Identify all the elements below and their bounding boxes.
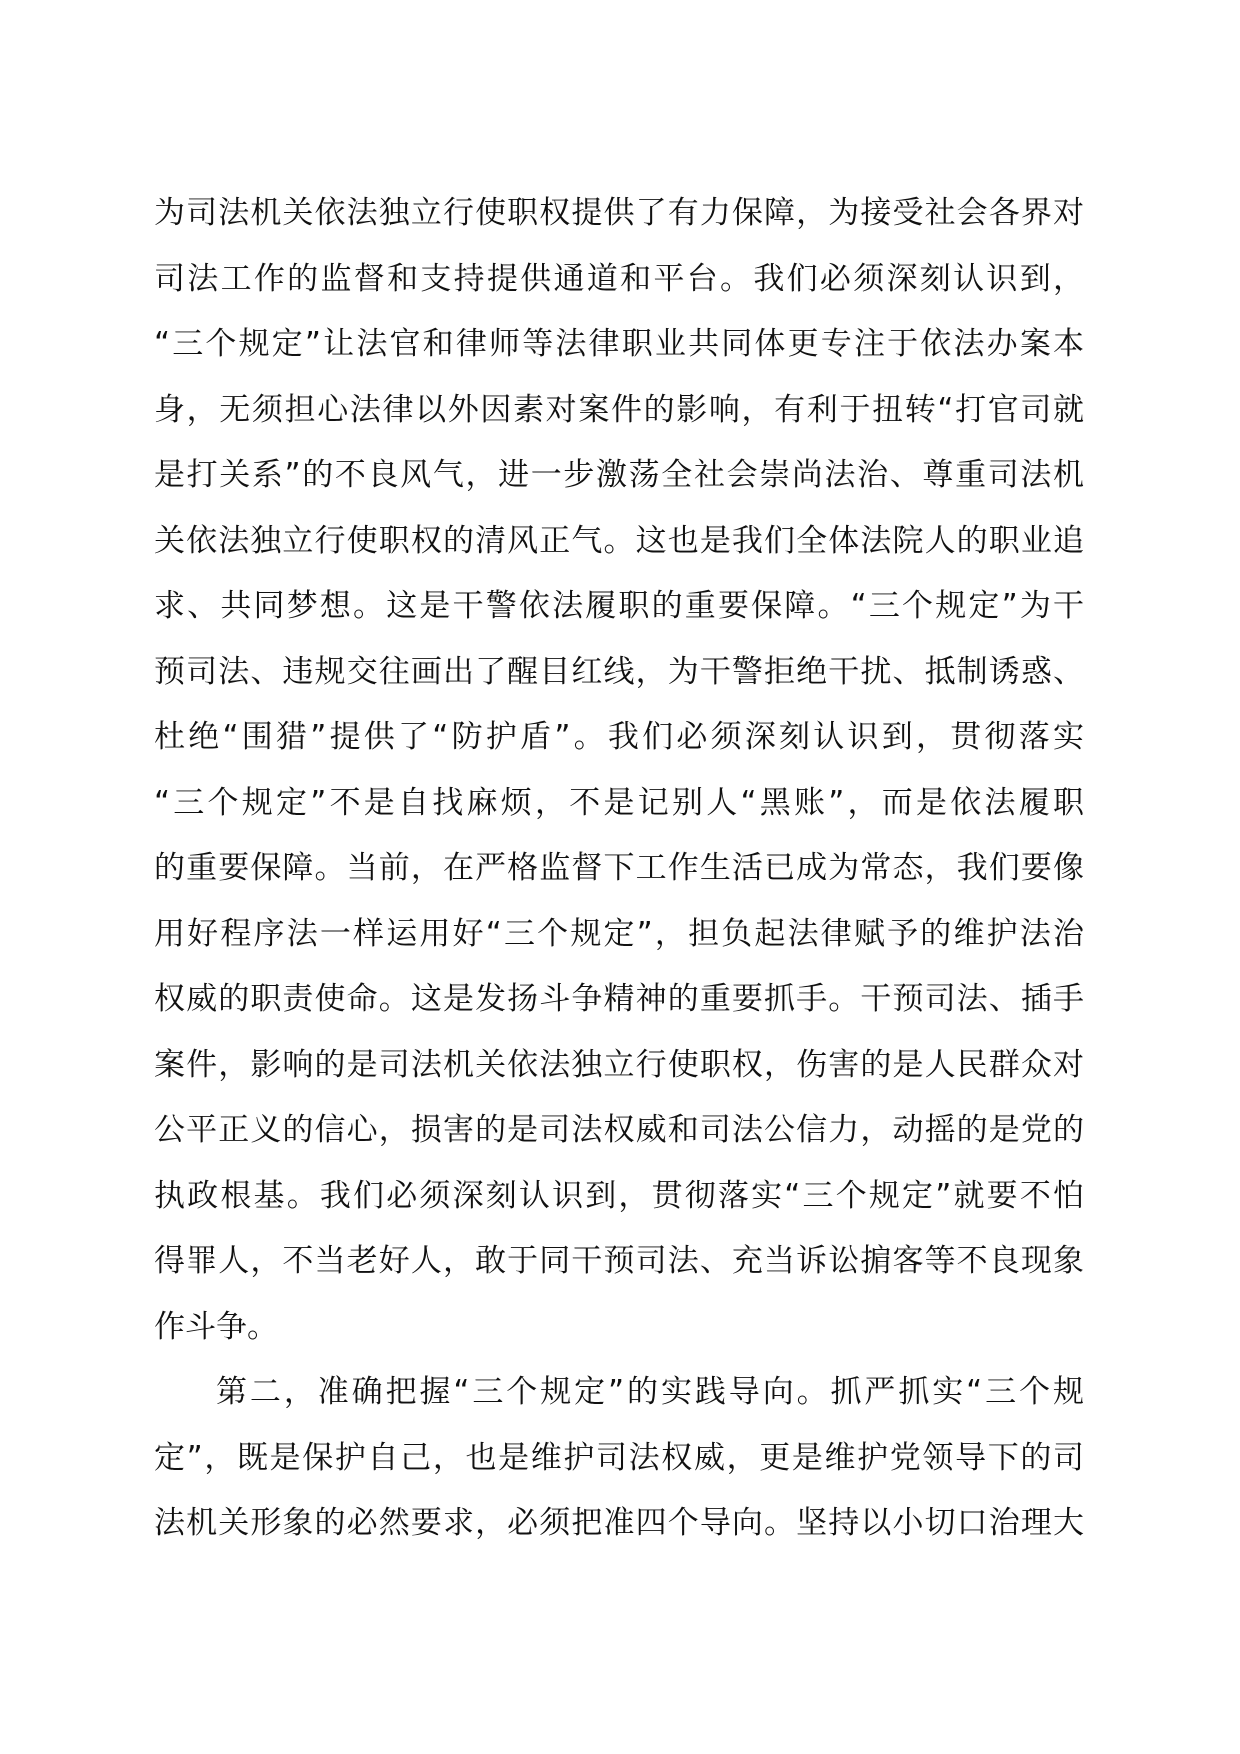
text-line: 的重要保障。当前，在严格监督下工作生活已成为常态，我们要像 [154, 850, 1084, 886]
text-line: 用好程序法一样运用好“三个规定”，担负起法律赋予的维护法治 [154, 915, 1084, 952]
text-line: 求、共同梦想。这是干警依法履职的重要保障。“三个规定”为干 [154, 588, 1084, 624]
text-line: 权威的职责使命。这是发扬斗争精神的重要抓手。干预司法、插手 [154, 981, 1084, 1017]
text-line: 为司法机关依法独立行使职权提供了有力保障，为接受社会各界对 [154, 195, 1084, 231]
text-line: 法机关形象的必然要求，必须把准四个导向。坚持以小切口治理大 [154, 1505, 1084, 1541]
text-line: 案件，影响的是司法机关依法独立行使职权，伤害的是人民群众对 [154, 1046, 1084, 1083]
text-line: “三个规定”让法官和律师等法律职业共同体更专注于依法办案本 [154, 326, 1084, 362]
text-line: 司法工作的监督和支持提供通道和平台。我们必须深刻认识到， [154, 260, 1084, 297]
text-line: 执政根基。我们必须深刻认识到，贯彻落实“三个规定”就要不怕 [154, 1177, 1084, 1214]
text-line: 是打关系”的不良风气，进一步激荡全社会崇尚法治、尊重司法机 [154, 457, 1084, 493]
paragraph-start-line: 第二，准确把握“三个规定”的实践导向。抓严抓实“三个规 [216, 1374, 1084, 1410]
text-line: “三个规定”不是自找麻烦，不是记别人“黑账”，而是依法履职 [154, 784, 1084, 821]
paragraph-end-line: 作斗争。 [154, 1308, 278, 1345]
text-line: 身，无须担心法律以外因素对案件的影响，有利于扭转“打官司就 [154, 391, 1084, 428]
text-line: 关依法独立行使职权的清风正气。这也是我们全体法院人的职业追 [154, 522, 1084, 559]
text-line: 得罪人，不当老好人，敢于同干预司法、充当诉讼掮客等不良现象 [154, 1243, 1084, 1279]
text-line: 定”，既是保护自己，也是维护司法权威，更是维护党领导下的司 [154, 1439, 1084, 1476]
text-line: 预司法、违规交往画出了醒目红线，为干警拒绝干扰、抵制诱惑、 [154, 653, 1084, 690]
body-text [154, 181, 1084, 1557]
text-line: 公平正义的信心，损害的是司法权威和司法公信力，动摇的是党的 [154, 1112, 1084, 1148]
text-line: 杜绝“围猎”提供了“防护盾”。我们必须深刻认识到，贯彻落实 [154, 719, 1084, 755]
